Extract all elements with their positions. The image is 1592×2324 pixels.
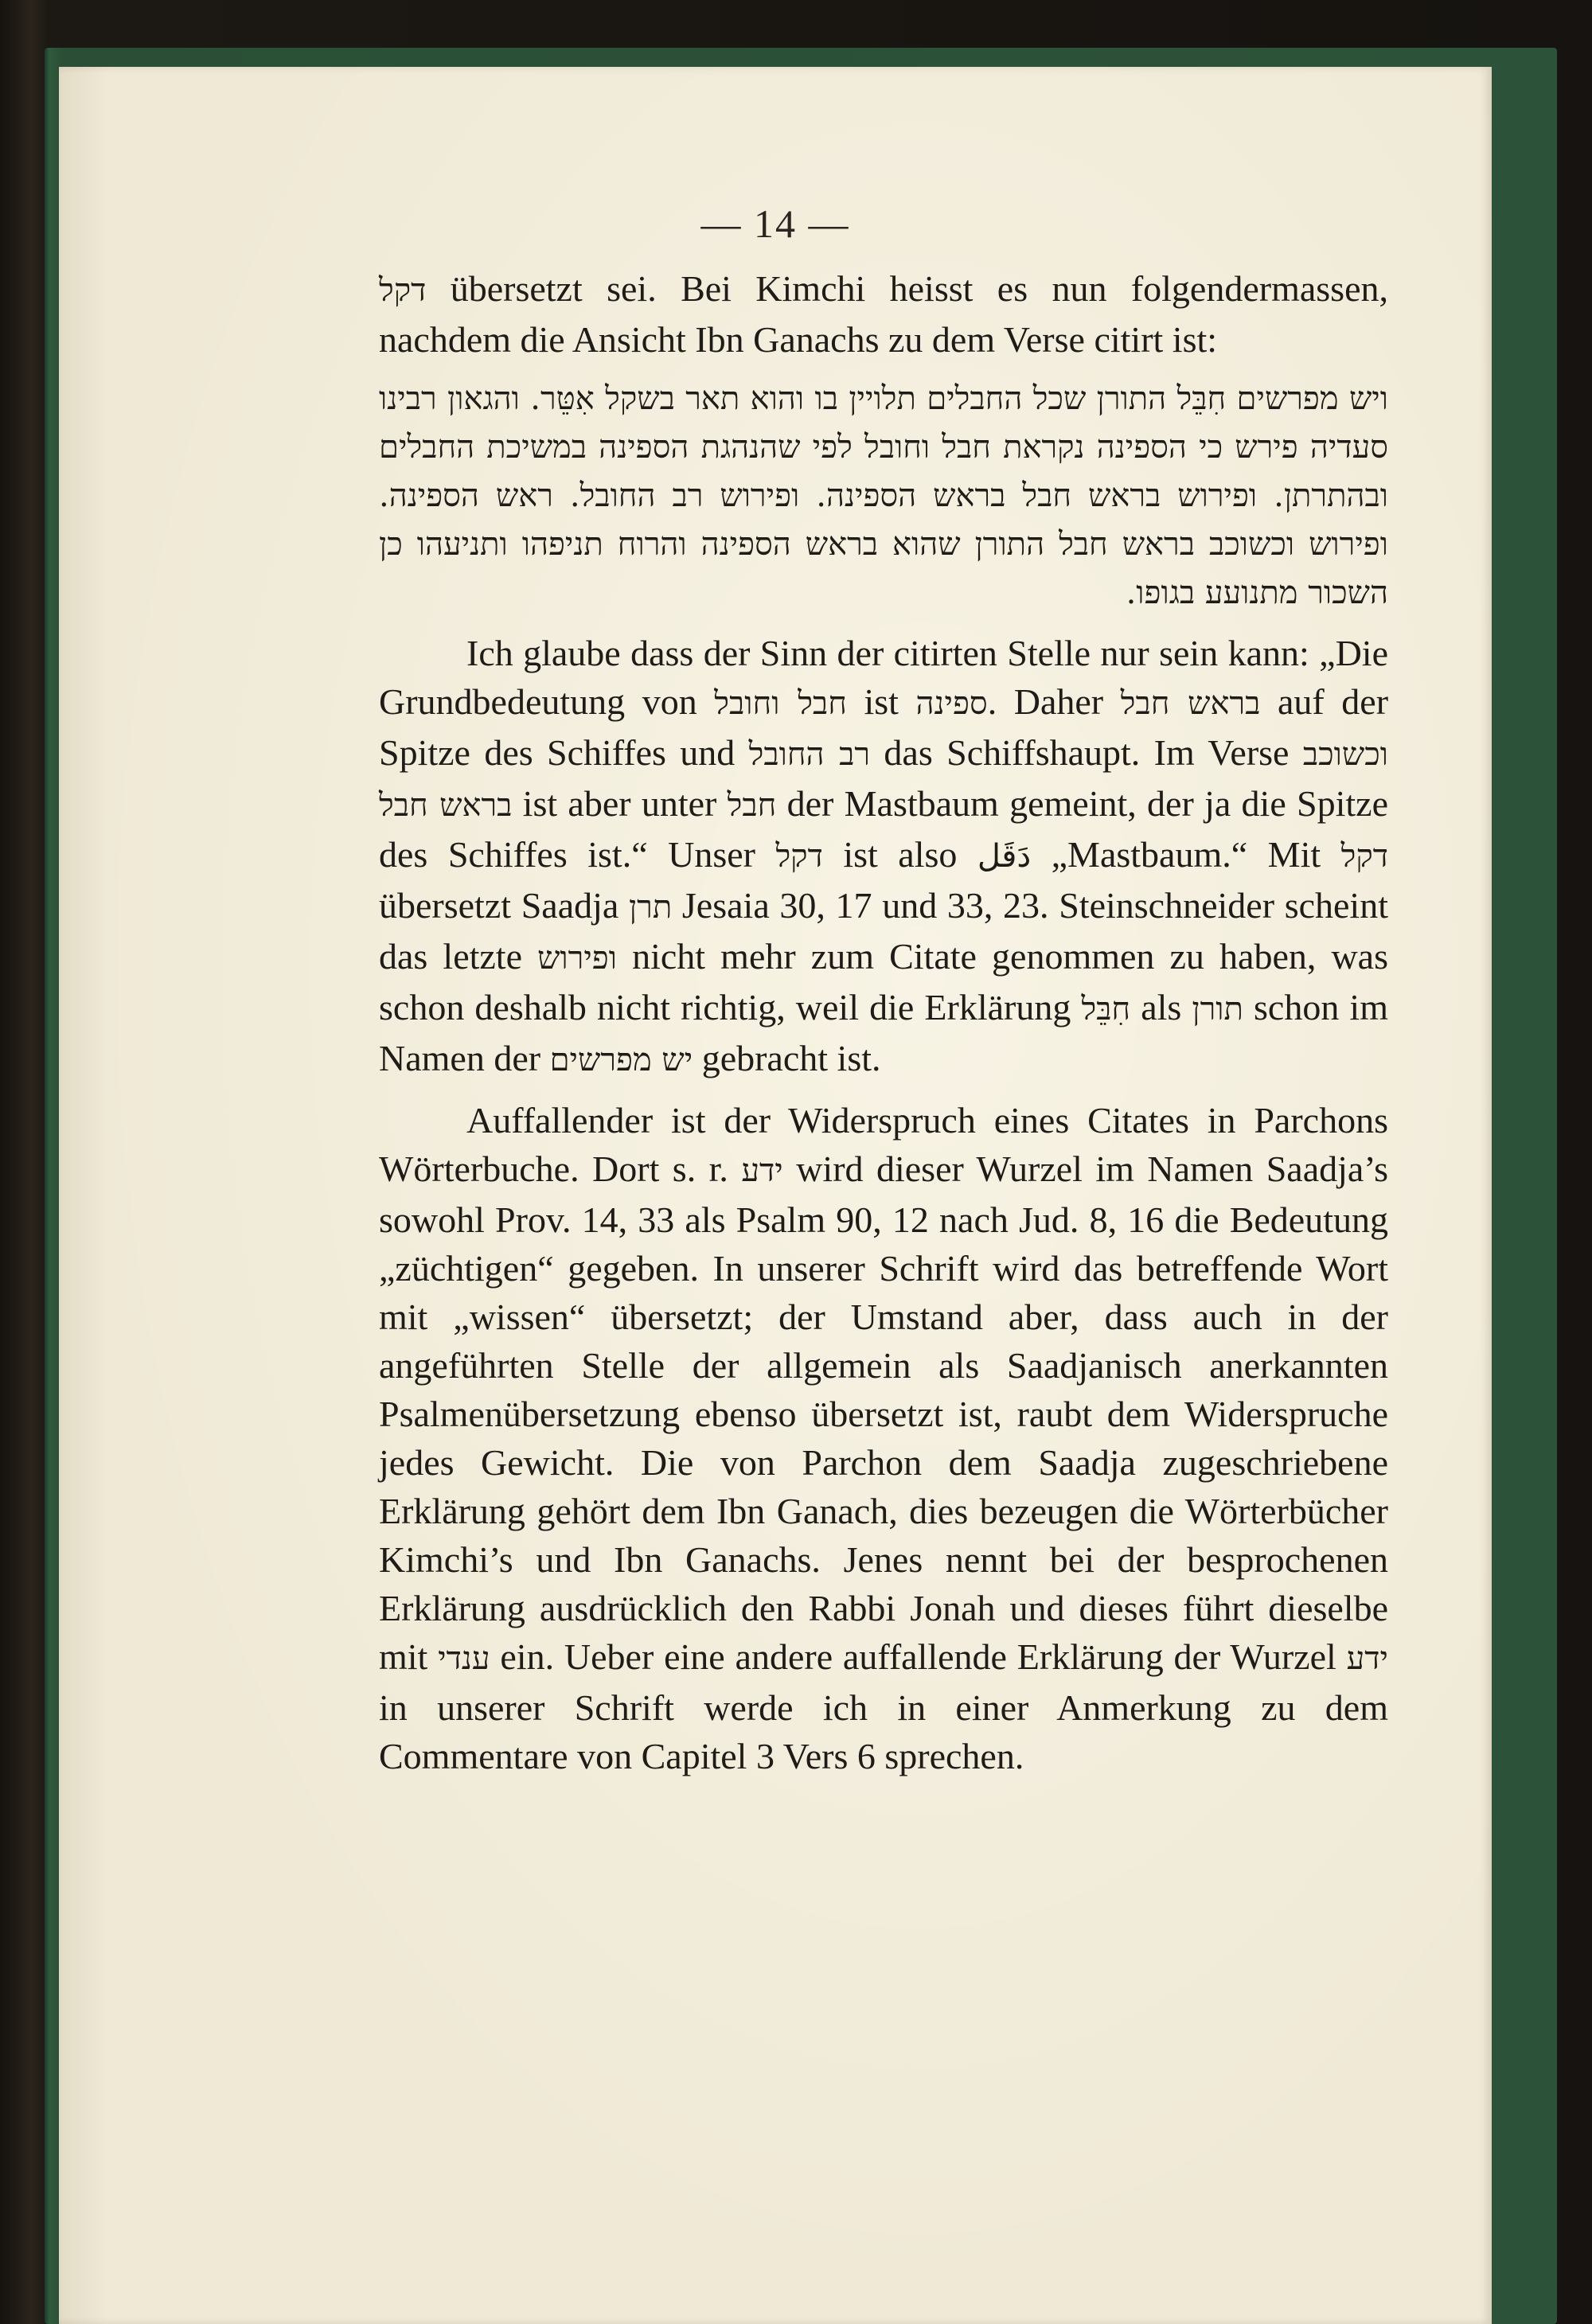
text-run: übersetzt sei. Bei Kimchi heisst es nun folgendermassen, nachdem die Ansicht Ibn Ganachs zu dem Verse citirt ist: [379, 268, 1388, 360]
text-run: gebracht ist. [693, 1038, 881, 1078]
book-page [59, 67, 1492, 2324]
text-run: nicht mehr zum Citate genommen zu haben, was schon deshalb nicht richtig, weil die Erklärung [379, 936, 1388, 1027]
hebrew-word: וכשוכב בראש חבל [379, 736, 1388, 824]
hebrew-word: חבל וחובל [714, 685, 847, 722]
paragraph-intro [379, 264, 1388, 364]
paragraph-2 [379, 629, 1388, 1085]
text-run: Auffallender ist der Widerspruch eines Citates in Parchons Wörterbuche. Dort s. r. [379, 1100, 1388, 1189]
hebrew-word: ידע [1346, 1640, 1388, 1677]
hebrew-word: תורן [1192, 991, 1243, 1027]
text-run: als [1130, 987, 1192, 1027]
hebrew-word: חבל [727, 787, 777, 824]
hebrew-quote: ויש מפרשים חִבֵּל התורן שכל החבלים תלויין בו והוא תאר בשקל אִטֵּר. והגאון רבינו סעדיה פירש כי הספינה נקראת חבל וחובל לפי שהנהגת הספינה במשיכת החבלים ובהתרתן. ופירוש בראש חבל בראש הספינה. ופירוש רב החובל. ראש הספינה. ופירוש וכשוכב בראש חבל התורן שהוא בראש הספינה והרוח תניפהו ותניעהו כן השכור מתנועע בגופו. [379, 380, 1389, 611]
text-run: ist also [822, 834, 977, 875]
hebrew-word: ענדי [438, 1640, 490, 1677]
hebrew-word: ידע [741, 1152, 783, 1189]
paragraph-3 [379, 1096, 1388, 1780]
text-run: schon im Namen der [379, 987, 1388, 1078]
hebrew-word: דקל [1340, 838, 1388, 875]
hebrew-word: יש מפרשים [549, 1042, 693, 1078]
hebrew-word: חִבֵּל [1081, 991, 1131, 1027]
text-run: übersetzt Saadja [379, 885, 629, 926]
hebrew-word: דקל [775, 838, 823, 875]
text-run: Jesaia 30, 17 und 33, 23. Steinschneider scheint das letzte [379, 885, 1388, 977]
text-run: Ich glaube dass der Sinn der citirten Stelle nur sein kann: „Die Grundbedeutung von [379, 633, 1388, 722]
text-run: „Mastbaum.“ Mit [1031, 834, 1341, 875]
text-run: das Schiffshaupt. Im Verse [870, 732, 1303, 773]
page-number: — 14 — [700, 201, 850, 246]
hebrew-word: דקל [379, 272, 427, 309]
text-run: der Mastbaum gemeint, der ja die Spitze des Schiffes ist.“ Unser [379, 783, 1388, 875]
text-run: auf der Spitze des Schiffes und [379, 681, 1389, 773]
text-run: in unserer Schrift werde ich in einer Anmerkung zu dem Commentare von Capitel 3 Vers 6 sprechen. [379, 1687, 1388, 1776]
text-run: . Daher [987, 681, 1121, 722]
text-run: wird dieser Wurzel im Namen Saadja’s sowohl Prov. 14, 33 als Psalm 90, 12 nach Jud. 8, 16 die Bedeutung „züchtigen“ gegeben. In unserer Schrift wird das betreffende Wort mit „wissen“ übersetzt; der Umstand aber, dass auch in der angeführten Stelle der allgemein als Saadjanisch anerkannten Psalmenübersetzung ebenso übersetzt ist, raubt dem Widerspruche jedes Gewicht. Die von Parchon dem Saadja zugeschriebene Erklärung gehört dem Ibn Ganach, dies bezeugen die Wörterbücher Kimchi’s und Ibn Ganachs. Jenes nennt bei der besprochenen Erklärung ausdrücklich den Rabbi Jonah und dieses führt dieselbe mit [379, 1148, 1388, 1677]
hebrew-word: ופירוש [537, 940, 617, 977]
text-run: ein. Ueber eine andere auffallende Erklärung der Wurzel [490, 1636, 1347, 1677]
text-run: ist aber unter [512, 783, 728, 824]
text-run: ist [846, 681, 916, 722]
hebrew-word: ספינה [915, 685, 988, 722]
arabic-word: دَقَل [977, 838, 1032, 875]
hebrew-word: רב החובל [748, 736, 871, 773]
page-text [379, 264, 1388, 1780]
hebrew-word: בראש חבל [1120, 685, 1261, 722]
hebrew-word: תרן [628, 889, 673, 926]
